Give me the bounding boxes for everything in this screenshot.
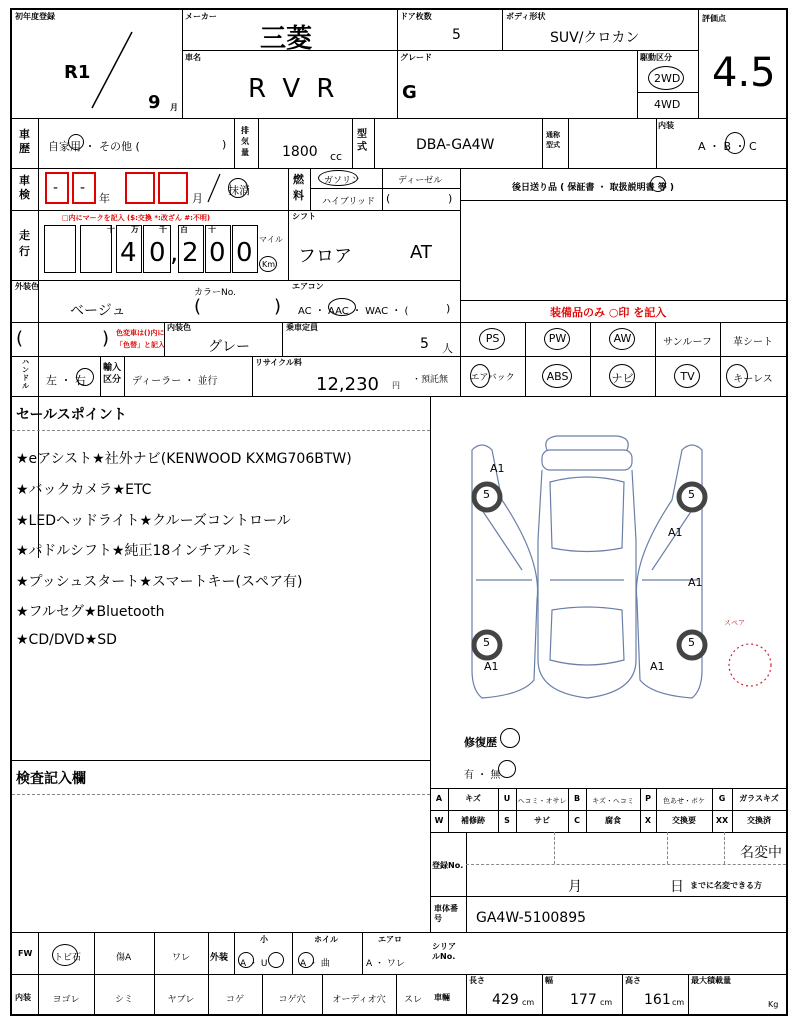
fuel-diesel: ディーゼル bbox=[398, 176, 443, 186]
km-label: Km bbox=[262, 260, 276, 269]
small-u-circle bbox=[268, 952, 284, 968]
height-unit: cm bbox=[672, 998, 685, 1007]
ac-value: AC ・ AAC ・ WAC ・ ( bbox=[298, 306, 409, 317]
docs-circle bbox=[650, 176, 666, 192]
equip-aw: AW bbox=[613, 332, 632, 345]
body-value: SUV/クロカン bbox=[550, 30, 640, 46]
legend-x: X bbox=[644, 816, 652, 825]
trans-value: AT bbox=[410, 242, 432, 263]
legend-b-text: キズ・ヘコミ bbox=[592, 797, 634, 805]
ext-label: 外装 bbox=[210, 953, 229, 963]
legend-a-text: キズ bbox=[465, 794, 481, 803]
legend-xx: XX bbox=[715, 816, 729, 825]
recycle-deposit: ・預託無 bbox=[412, 375, 449, 385]
use-value: 自家用 ・ その他 ( bbox=[48, 140, 140, 153]
first-reg-label: 初年度登録 bbox=[15, 12, 55, 21]
km-circle bbox=[259, 256, 277, 272]
insp-box-3 bbox=[125, 172, 155, 204]
color-no-label: カラーNo. bbox=[194, 288, 236, 298]
sales-line-4: ★パドルシフト★純正18インチアルミ bbox=[16, 543, 254, 559]
legend-u: U bbox=[503, 794, 511, 803]
aero-value: A ・ ワレ bbox=[366, 959, 405, 969]
mileage-label: 走行 bbox=[19, 229, 30, 258]
unit-juu: 十 bbox=[208, 225, 216, 234]
sales-line-2: ★バックカメラ★ETC bbox=[16, 482, 152, 498]
interior-label: 内装 bbox=[658, 121, 674, 130]
handle-label: ハンドル bbox=[22, 358, 29, 390]
score-label: 評価点 bbox=[702, 14, 726, 23]
recycle-value: 12,230 bbox=[316, 374, 379, 395]
size-label: 車輛 bbox=[434, 993, 450, 1002]
digit-2: 2 bbox=[182, 238, 199, 268]
equip-airbag: エアバック bbox=[470, 373, 515, 383]
maker-value: 三菱 bbox=[260, 24, 313, 54]
score-value: 4.5 bbox=[712, 50, 776, 96]
fuel-other-close: ) bbox=[448, 192, 453, 205]
tire-rl: 5 bbox=[483, 636, 490, 649]
color-no-open: ( bbox=[194, 296, 202, 317]
mile-label: マイル bbox=[259, 235, 283, 244]
drive-2wd: 2WD bbox=[654, 72, 681, 85]
wheel-label: ホイル bbox=[314, 935, 338, 944]
equip-ps-circle bbox=[479, 328, 505, 350]
int-color-label: 内装色 bbox=[167, 323, 191, 332]
expired-circle bbox=[228, 178, 248, 198]
damage-mark-1: A1 bbox=[490, 462, 505, 475]
digit-0: 4 bbox=[120, 238, 137, 268]
damage-mark-2: A1 bbox=[668, 526, 683, 539]
registration-label: 登録No. bbox=[432, 861, 464, 870]
load-label: 最大積載量 bbox=[691, 976, 731, 985]
unit-sen: 千 bbox=[159, 225, 167, 234]
legend-w: W bbox=[434, 816, 444, 825]
reg-month: 月 bbox=[568, 879, 582, 895]
ac-close: ) bbox=[446, 302, 451, 315]
reg-note: までに名変できる方 bbox=[690, 881, 762, 890]
int-audio-hole: オーディオ穴 bbox=[332, 995, 386, 1005]
drive-2wd-circle bbox=[648, 66, 684, 90]
vin-value: GA4W-5100895 bbox=[476, 910, 587, 926]
doors-label: ドア枚数 bbox=[400, 12, 432, 21]
disp-value: 1800 bbox=[282, 144, 318, 160]
fw-label: FW bbox=[18, 949, 33, 958]
legend-x-text: 交換要 bbox=[672, 816, 696, 825]
shift-label: シフト bbox=[292, 212, 316, 221]
legend-a: A bbox=[435, 794, 443, 803]
equip-navi-circle bbox=[609, 364, 635, 388]
shift-value: フロア bbox=[298, 246, 352, 267]
wheel-circle bbox=[298, 952, 314, 968]
equip-airbag-circle bbox=[470, 364, 490, 388]
unit-hyaku: 百 bbox=[180, 225, 188, 234]
mileage-comma: , bbox=[170, 238, 179, 268]
tire-fr: 5 bbox=[688, 488, 695, 501]
slash-icon bbox=[87, 30, 137, 110]
length-unit: cm bbox=[522, 998, 535, 1007]
legend-s: S bbox=[504, 816, 510, 825]
small-value: A ・ U bbox=[240, 959, 268, 969]
legend-xx-text: 交換済 bbox=[747, 816, 771, 825]
legend-s-text: サビ bbox=[534, 816, 550, 825]
import-value: ディーラー ・ 並行 bbox=[132, 376, 218, 387]
sales-line-3: ★LEDヘッドライト★クルーズコントロール bbox=[16, 513, 291, 529]
equip-navi: ナビ bbox=[611, 372, 634, 385]
fuel-other-open: ( bbox=[386, 192, 391, 205]
equip-leather: 革シート bbox=[733, 337, 773, 348]
insp-slash-icon bbox=[204, 172, 224, 204]
insp-month-unit: 月 bbox=[192, 192, 203, 205]
month-unit: 月 bbox=[170, 103, 178, 112]
grade-value: G bbox=[402, 82, 417, 103]
fw-scratch: 傷A bbox=[116, 953, 132, 963]
damage-mark-4: A1 bbox=[484, 660, 499, 673]
interior-circle bbox=[725, 132, 745, 154]
use-close: ) bbox=[222, 138, 227, 151]
repair-label: 修復歴 bbox=[464, 736, 497, 749]
carname-value: R V R bbox=[248, 74, 339, 104]
spare-label: スペア bbox=[724, 619, 745, 627]
ext-color-label: 外装色 bbox=[15, 282, 39, 291]
equip-aw-circle bbox=[609, 328, 635, 350]
wheel-value: A ・ 曲 bbox=[300, 959, 330, 969]
ac-label: エアコン bbox=[292, 282, 324, 291]
ext-color-value: ベージュ bbox=[70, 303, 126, 319]
length-label: 長さ bbox=[469, 976, 485, 985]
small-a-circle bbox=[238, 952, 254, 968]
width-value: 177 bbox=[570, 992, 597, 1008]
equip-tv-circle bbox=[674, 364, 700, 388]
damage-mark-3: A1 bbox=[688, 576, 703, 589]
fuel-gas-circle bbox=[318, 170, 361, 186]
auction-sheet bbox=[10, 8, 788, 1016]
drive-label: 駆動区分 bbox=[640, 53, 672, 62]
digit-4: 0 bbox=[236, 238, 253, 268]
capacity-unit: 人 bbox=[442, 342, 453, 355]
color-change-close: ) bbox=[102, 328, 110, 349]
first-reg-month: 9 bbox=[148, 92, 161, 113]
equip-abs: ABS bbox=[546, 370, 569, 383]
color-change-note-2: 「色替」と記入 bbox=[116, 341, 165, 349]
unit-man: 万 bbox=[131, 225, 139, 234]
legend-p: P bbox=[645, 794, 651, 803]
model-value: DBA-GA4W bbox=[416, 137, 495, 153]
vin-label: 車体番号 bbox=[434, 904, 458, 923]
model-label: 型式 bbox=[357, 129, 367, 153]
color-no-close: ) bbox=[274, 296, 282, 317]
handle-value: 左 ・ 右 bbox=[46, 374, 86, 387]
equip-keyless-circle bbox=[726, 364, 748, 388]
int-burn-hole: コゲ穴 bbox=[278, 995, 306, 1005]
common-model-label: 通称型式 bbox=[546, 131, 560, 149]
legend-c: C bbox=[574, 816, 580, 825]
insp-expired: 抹消 bbox=[228, 184, 250, 197]
tire-fl: 5 bbox=[483, 488, 490, 501]
aero-label: エアロ bbox=[378, 935, 402, 944]
handle-circle bbox=[76, 368, 94, 386]
equip-pw-circle bbox=[544, 328, 570, 350]
drive-4wd: 4WD bbox=[654, 98, 681, 111]
doors-value: 5 bbox=[452, 27, 461, 43]
legend-g-text: ガラスキズ bbox=[739, 794, 779, 803]
mileage-box-0 bbox=[44, 225, 76, 273]
insp-dash-2: - bbox=[80, 180, 86, 196]
sales-line-7: ★CD/DVD★SD bbox=[16, 632, 117, 648]
maker-label: メーカー bbox=[185, 12, 217, 21]
use-circle bbox=[68, 134, 84, 150]
int-scuff: スレ bbox=[403, 995, 422, 1005]
ac-circle bbox=[328, 298, 356, 316]
tire-rr: 5 bbox=[688, 636, 695, 649]
interior-value: A ・ B ・ C bbox=[698, 140, 757, 153]
repair-value: 有 ・ 無 bbox=[464, 770, 501, 781]
int-color-value: グレー bbox=[208, 339, 250, 355]
serial-label: シリアルNo. bbox=[432, 942, 456, 961]
int-dirt: ヨゴレ bbox=[52, 995, 80, 1005]
int-tear: ヤブレ bbox=[167, 995, 195, 1005]
insp-year-unit: 年 bbox=[99, 192, 110, 205]
capacity-value: 5 bbox=[420, 336, 429, 352]
equip-keyless: キーレス bbox=[733, 374, 773, 385]
color-change-open: ( bbox=[16, 328, 24, 349]
reg-day: 日 bbox=[670, 879, 684, 895]
legend-c-text: 腐食 bbox=[605, 816, 621, 825]
equipment-header: 装備品のみ ○印 を記入 bbox=[550, 306, 667, 319]
legend-p-text: 色あせ・ボケ bbox=[663, 797, 705, 805]
int-burn: コゲ bbox=[225, 995, 244, 1005]
insp-box-4 bbox=[158, 172, 188, 204]
width-label: 幅 bbox=[545, 976, 553, 985]
recycle-label: リサイクル料 bbox=[255, 358, 302, 367]
fw-crack: ワレ bbox=[172, 953, 191, 963]
interior-row-label: 内装 bbox=[15, 993, 31, 1002]
int-stain: シミ bbox=[114, 995, 133, 1005]
history-label: 車歴 bbox=[19, 128, 30, 155]
length-value: 429 bbox=[492, 992, 519, 1008]
fuel-hybrid: ハイブリッド bbox=[322, 197, 376, 207]
import-label: 輸入区分 bbox=[103, 363, 122, 385]
inspect-label: 検査記入欄 bbox=[16, 771, 86, 787]
digit-1: 0 bbox=[149, 238, 166, 268]
sales-title: セールスポイント bbox=[16, 407, 127, 423]
equip-pw: PW bbox=[548, 332, 567, 345]
color-change-note-1: 色変車は()内に bbox=[116, 329, 165, 337]
fuel-label: 燃料 bbox=[293, 173, 304, 202]
legend-u-text: ヘコミ・オサレ bbox=[517, 797, 567, 805]
sales-line-5: ★プッシュスタート★スマートキー(スペア有) bbox=[16, 574, 303, 590]
capacity-label: 乗車定員 bbox=[286, 323, 318, 332]
damage-mark-5: A1 bbox=[650, 660, 665, 673]
digit-3: 0 bbox=[209, 238, 226, 268]
equip-ps: PS bbox=[485, 332, 500, 345]
height-value: 161 bbox=[644, 992, 671, 1008]
fw-stone-circle bbox=[52, 944, 78, 966]
equip-tv: TV bbox=[680, 370, 695, 383]
repair-label-circle bbox=[500, 728, 520, 748]
legend-b: B bbox=[573, 794, 581, 803]
height-label: 高さ bbox=[625, 976, 641, 985]
legend-w-text: 補修跡 bbox=[461, 816, 485, 825]
equip-abs-circle bbox=[542, 364, 572, 388]
width-unit: cm bbox=[600, 998, 613, 1007]
disp-unit: cc bbox=[330, 150, 343, 163]
grade-label: グレード bbox=[400, 53, 432, 62]
fuel-gas: ガソリン bbox=[324, 176, 361, 186]
load-unit: Kg bbox=[768, 1000, 779, 1009]
recycle-yen: 円 bbox=[392, 381, 400, 390]
insp-dash-1: - bbox=[53, 180, 59, 196]
carname-label: 車名 bbox=[185, 53, 201, 62]
docs-label: 後日送り品 ( 保証書 ・ 取扱説明書 等 ) bbox=[512, 183, 675, 193]
fw-stone: トビ石 bbox=[54, 953, 82, 963]
sales-line-1: ★eアシスト★社外ナビ(KENWOOD KXMG706BTW) bbox=[16, 451, 352, 467]
legend-g: G bbox=[718, 794, 726, 803]
small-label: 小 bbox=[260, 935, 268, 944]
name-change: 名変中 bbox=[740, 845, 782, 861]
inspection-label: 車検 bbox=[19, 174, 30, 201]
disp-label: 排気量 bbox=[241, 126, 249, 157]
mileage-note: □内にマークを記入 ($:交換 *:改ざん #:不明) bbox=[62, 214, 211, 222]
sales-line-6: ★フルセグ★Bluetooth bbox=[16, 604, 165, 620]
body-label: ボディ形状 bbox=[506, 12, 546, 21]
first-reg-year: R1 bbox=[64, 62, 91, 83]
unit-ten-thousand-ten: 十 bbox=[107, 225, 115, 234]
equip-sunroof: サンルーフ bbox=[663, 337, 712, 348]
repair-circle bbox=[498, 760, 516, 778]
